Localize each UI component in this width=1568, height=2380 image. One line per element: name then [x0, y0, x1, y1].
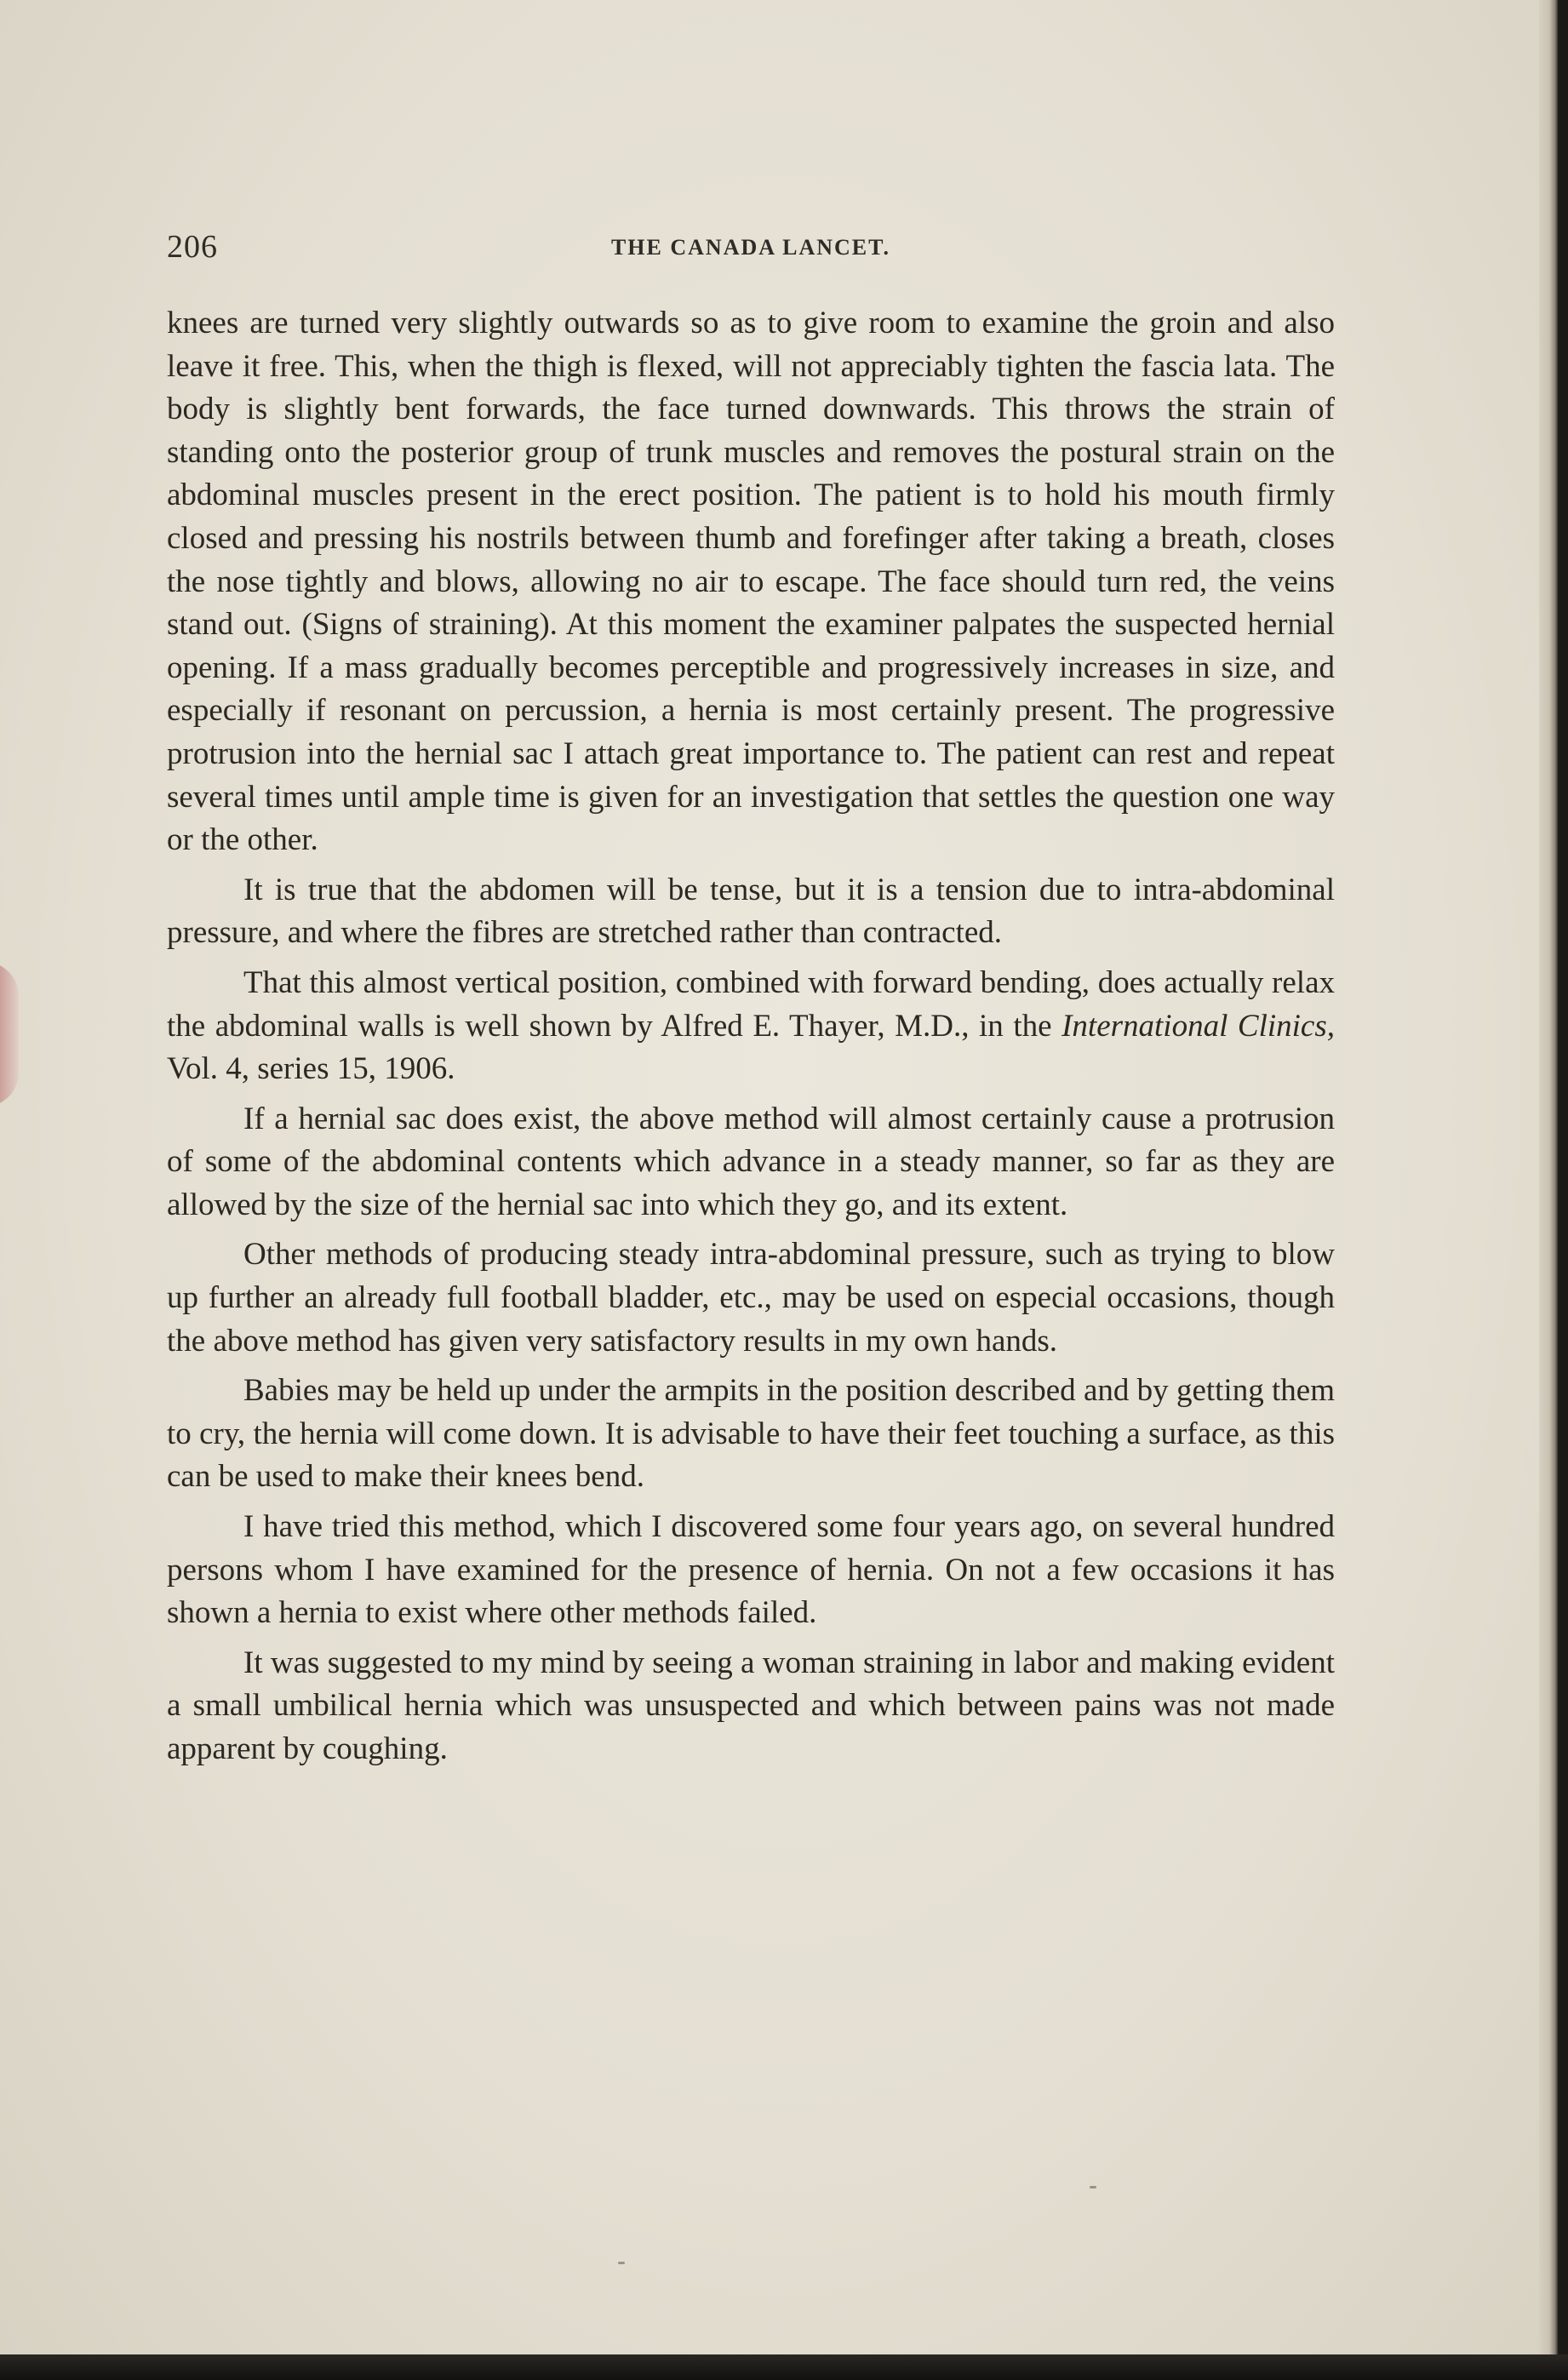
running-title: THE CANADA LANCET.: [610, 235, 891, 260]
thumb-mark: [0, 962, 19, 1107]
paragraph-7: I have tried this method, which I discovered some four years ago, on several hundred persons whom I have examined for the presence of hernia. On not a few occasions it has shown a hernia to exist where other methods failed.: [167, 1509, 1335, 1631]
paragraph-3: [167, 962, 1335, 1091]
page-right-edge: [1539, 0, 1558, 2358]
paper-speck: [1090, 2186, 1096, 2188]
page-number: 206: [167, 229, 218, 265]
paragraph-6: Babies may be held up under the armpits in the position described and by getting them to cry, the hernia will come down. It is advisable to have their feet touching a surface, as this can be used to make their knees bend.: [167, 1373, 1335, 1495]
paragraph-1: knees are turned very slightly outwards so as to give room to examine the groin and also leave it free. This, when the thigh is flexed, will not appreciably tighten the fascia lata. The body is slightly bent forwards, the face turned downwards. This throws the strain of standing onto the posterior group of trunk muscles and removes the postural strain on the abdominal muscles present in the erect position. The patient is to hold his mouth firmly closed and pressing his nostrils between thumb and forefinger after taking a breath, closes the nose tightly and blows, allowing no air to escape. The face should turn red, the veins stand out. (Signs of straining). At this moment the examiner palpates the suspected hernial opening. If a mass gradually becomes perceptible and progressively increases in size, and especially if resonant on percussion, a hernia is most certainly present. The progressive protrusion into the hernial sac I attach great importance to. The patient can rest and repeat several times until ample time is given for an investigation that settles the question one way or the other.: [167, 306, 1335, 858]
paragraph-4: If a hernial sac does exist, the above method will almost certainly cause a protrusion of some of the abdominal contents which advance in a steady manner, so far as they are allowed by the size of the hernial sac into which they go, and its extent.: [167, 1101, 1335, 1222]
paragraph-2: It is true that the abdomen will be tense, but it is a tension due to intra-abdominal pressure, and where the fibres are stretched rather than contracted.: [167, 872, 1335, 951]
paper-speck: [618, 2262, 625, 2264]
journal-title: International Clinics,: [1062, 1008, 1335, 1044]
page-header: [167, 228, 1335, 271]
paragraph-8: It was suggested to my mind by seeing a woman straining in labor and making evident a small umbilical hernia which was unsuspected and which between pains was not made apparent by coughing.: [167, 1645, 1335, 1766]
paragraph-3-text-before: That this almost vertical position, combined with forward bending, does actually relax the abdominal walls is well shown by Alfred E. Thayer, M.D., in the: [167, 964, 1335, 1044]
body-text: [167, 302, 1335, 1778]
paragraph-3-text-after: Vol. 4, series 15, 1906.: [167, 1051, 455, 1087]
page-bottom-edge: [0, 2354, 1568, 2380]
paragraph-5: Other methods of producing steady intra-abdominal pressure, such as trying to blow up further an already full football bladder, etc., may be used on especial occasions, though the above method has given very satisfactory results in my own hands.: [167, 1237, 1335, 1359]
